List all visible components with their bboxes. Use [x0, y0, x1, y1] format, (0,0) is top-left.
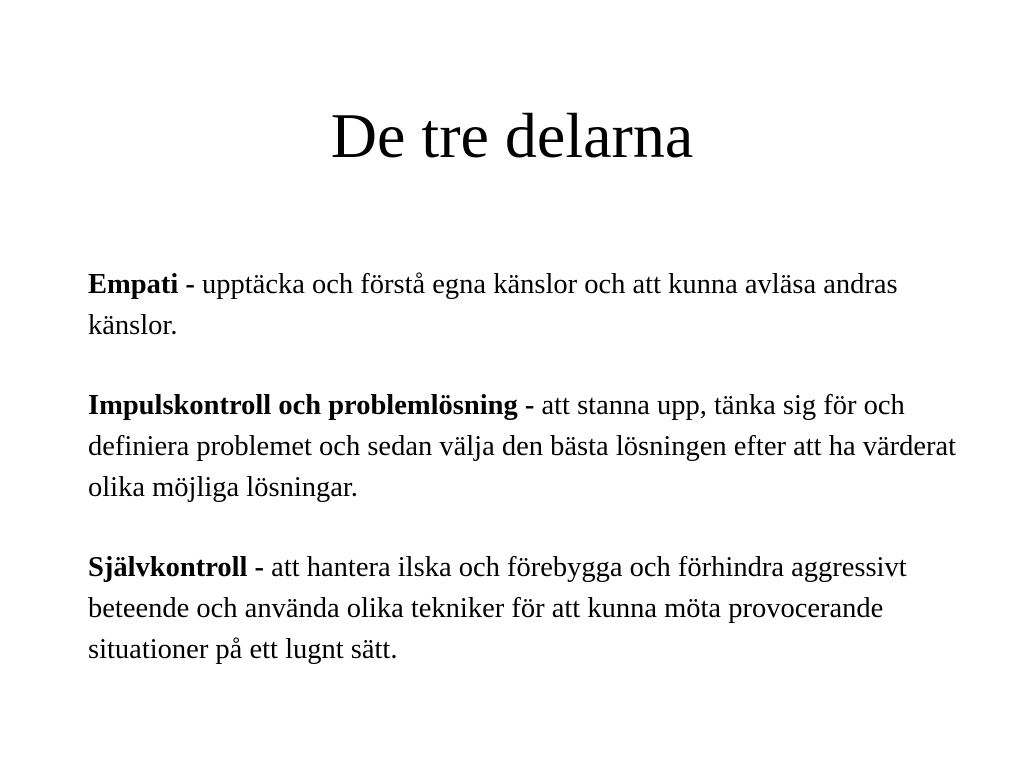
slide-body: [88, 264, 978, 670]
term-sjalvkontroll: Självkontroll -: [88, 552, 265, 583]
description-empati: upptäcka och förstå egna känslor och att kunna avläsa andras känslor.: [88, 269, 898, 341]
description-impulskontroll: att stanna upp, tänka sig för och definiera problemet och sedan välja den bästa lösningen efter att ha värderat olika möjliga lösningar.: [88, 390, 957, 503]
slide-title: De tre delarna: [330, 100, 694, 171]
paragraph-impulskontroll: [88, 385, 978, 508]
paragraph-sjalvkontroll: [88, 547, 978, 670]
paragraph-empati: [88, 264, 978, 346]
term-impulskontroll: Impulskontroll och problemlösning -: [88, 390, 535, 421]
description-sjalvkontroll: att hantera ilska och förebygga och förhindra aggressivt beteende och använda olika tekniker för att kunna möta provocerande situationer på ett lugnt sätt.: [88, 552, 907, 665]
term-empati: Empati -: [88, 269, 195, 300]
